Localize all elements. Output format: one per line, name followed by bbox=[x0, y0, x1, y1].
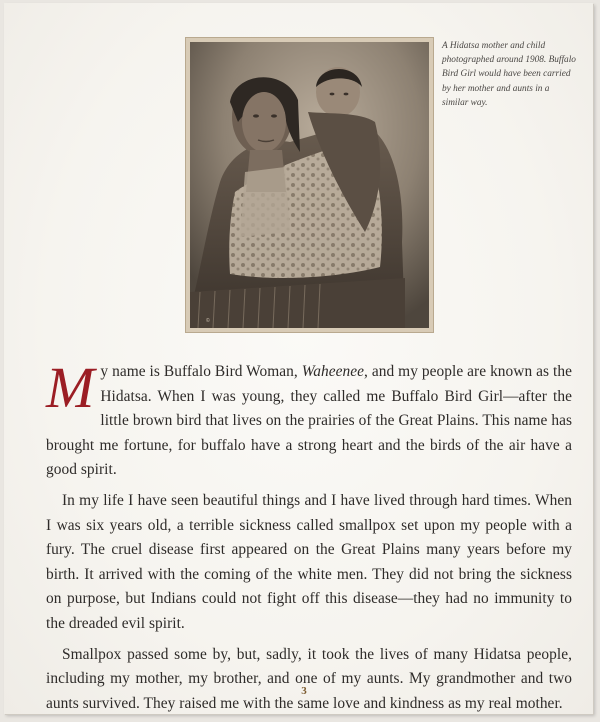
paragraph-2: In my life I have seen beautiful things and I have lived through hard times. When I was six years old, a terrible sickness called smallpox set upon my people with a fury. The cruel disease first appeared on the Great Plains many years before my birth. It arrived with the coming of the white men. They did not bring the sickness on purpose, but Indians could not fight off this disease—they had no immunity to the dreaded evil spirit. bbox=[46, 491, 572, 632]
paragraph-1 bbox=[46, 355, 572, 483]
paragraph-1-text-b: , and my people are known as the Hidatsa. When I was young, they called me Buffalo Bird Girl—after the little brown bird that lives on the prairies of the Great Plains. This name has brought me fortune, for buffalo have a strong heart and the birds of the air have a good spirit. bbox=[46, 363, 572, 479]
book-page bbox=[4, 3, 593, 714]
svg-text:©: © bbox=[206, 318, 210, 324]
body-text bbox=[46, 355, 572, 722]
page-number: 3 bbox=[301, 685, 307, 697]
photo-frame bbox=[185, 37, 434, 333]
paragraph-3: Smallpox passed some by, but, sadly, it took the lives of many Hidatsa people, including my mother, my brother, and one of my aunts. My grandmother and two aunts survived. They raised me with the same love and kindness as my real mother. bbox=[46, 645, 572, 712]
sepia-photo-mother-and-child bbox=[190, 42, 429, 328]
drop-cap: M bbox=[46, 355, 95, 420]
paragraph-1-text-a: y name is Buffalo Bird Woman, bbox=[100, 363, 302, 380]
paragraph-1-emphasis: Waheenee bbox=[301, 363, 364, 380]
photo-caption: A Hidatsa mother and child photographed around 1908. Buffalo Bird Girl would have been carried by her mother and aunts in a similar way. bbox=[442, 41, 576, 108]
